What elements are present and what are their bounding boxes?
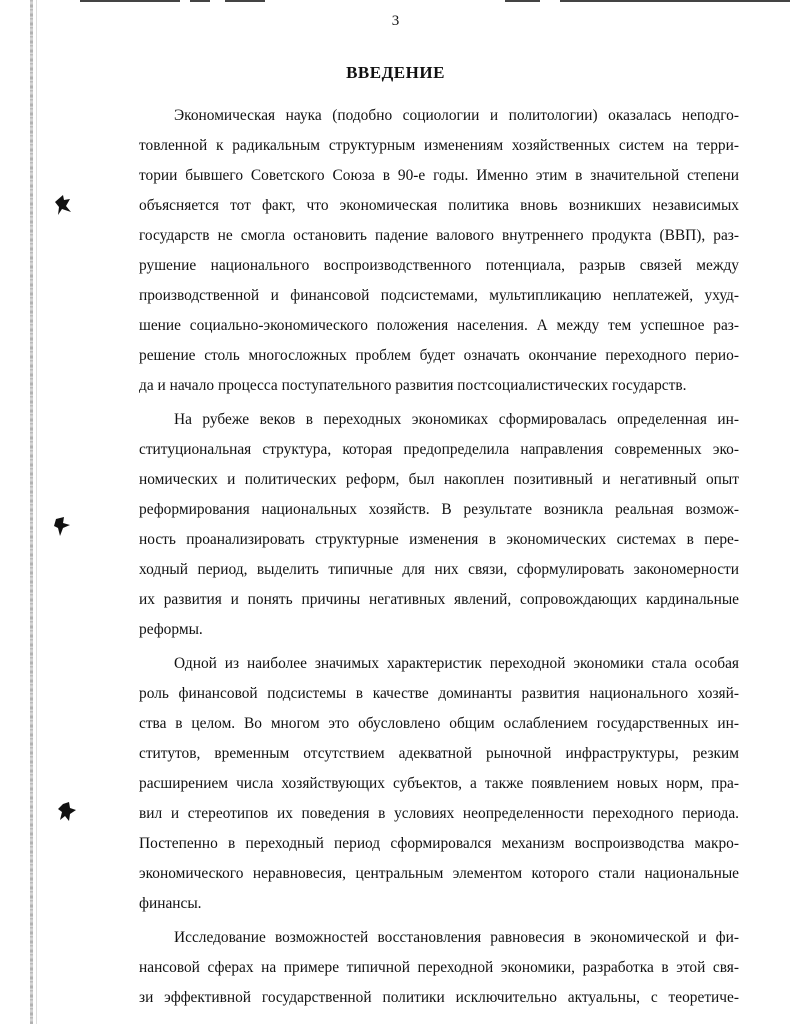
text-line: ститутов, временным отсутствием адекватной рыночной инфраструктуры, резким [139,745,739,762]
scan-top-mark [505,0,540,2]
scan-top-mark [225,0,265,2]
text-line: нансовой сферах на примере типичной переходной экономики, разработка в этой свя- [139,959,739,976]
text-line: роль финансовой подсистемы в качестве доминанты развития национального хозяй- [139,685,739,702]
scan-top-mark [190,0,210,2]
text-line: государств не смогла остановить падение валового внутреннего продукта (ВВП), раз- [139,227,739,244]
binding-punch-mark-icon [52,515,72,537]
text-line: ность проанализировать структурные изменения в экономических системах в пере- [139,531,739,548]
section-heading: ВВЕДЕНИЕ [346,63,445,82]
text-line: экономического неравновесия, центральным элементом которого стали национальные [139,865,739,882]
text-line: вил и стереотипов их поведения в условиях неопределенности переходного периода. [139,805,739,822]
text-line: товленной к радикальным структурным изменениям хозяйственных систем на терри- [139,137,739,154]
text-line: финансы. [139,895,202,912]
text-line: Экономическая наука (подобно социологии и политологии) оказалась неподго- [174,107,739,124]
text-line: Постепенно в переходный период сформировался механизм воспроизводства макро- [139,835,739,852]
scan-top-mark [560,0,790,2]
text-line: реформы. [139,621,203,638]
text-line: Исследование возможностей восстановления равновесия в экономической и фи- [174,929,739,946]
text-line: их развития и понять причины негативных явлений, сопровождающих кардинальные [139,591,739,608]
text-line: На рубеже веков в переходных экономиках сформировалась определенная ин- [174,411,739,428]
text-line: номических и политических реформ, был накоплен позитивный и негативный опыт [139,471,739,488]
scan-top-mark [80,0,180,2]
binding-punch-mark-icon [57,801,77,823]
text-line: да и начало процесса поступательного развития постсоциалистических государств. [139,377,687,394]
text-line: объясняется тот факт, что экономическая политика вновь возникших независимых [139,197,739,214]
binding-edge [30,0,33,1024]
binding-edge-line [36,0,37,1024]
text-line: производственной и финансовой подсистемами, мультипликацию неплатежей, ухуд- [139,287,739,304]
text-line: ституциональная структура, которая предопределила направления современных эко- [139,441,739,458]
text-line: ства в целом. Во многом это обусловлено общим ослаблением государственных ин- [139,715,739,732]
text-line: ходный период, выделить типичные для них связи, сформулировать закономерности [139,561,739,578]
page-number: 3 [391,13,400,29]
text-line: зи эффективной государственной политики исключительно актуальны, с теоретиче- [139,989,739,1006]
text-line: реформирования национальных хозяйств. В результате возникла реальная возмож- [139,501,739,518]
text-line: Одной из наиболее значимых характеристик переходной экономики стала особая [174,655,739,672]
text-line: шение социально-экономического положения населения. А между тем успешное раз- [139,317,739,334]
text-line: рушение национального воспроизводственного потенциала, разрыв связей между [139,257,739,274]
text-line: тории бывшего Советского Союза в 90-е годы. Именно этим в значительной степени [139,167,739,184]
text-line: решение столь многосложных проблем будет означать окончание переходного перио- [139,347,739,364]
body-text [139,101,739,1013]
binding-punch-mark-icon [52,194,72,216]
text-line: расширением числа хозяйствующих субъектов, а также появлением новых норм, пра- [139,775,739,792]
